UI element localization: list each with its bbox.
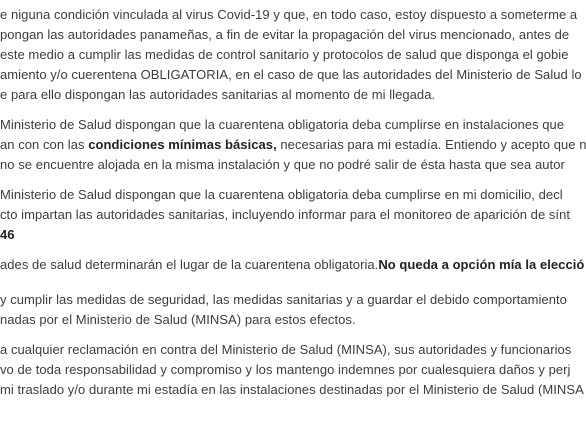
text-line [0,225,570,245]
paragraph-liability-waiver [0,340,584,400]
paragraph-quarantine-home [0,185,570,245]
text-line [0,25,582,45]
text-segment: ades de salud determinarán el lugar de la cuarentena obligatoria. [0,257,379,272]
text-segment: e para ello dispongan las autoridades sanitarias al momento de mi llegada. [0,87,436,102]
text-segment: y cumplir las medidas de seguridad, las medidas sanitarias y a guardar el debido comportamiento [0,292,567,307]
text-line [0,340,584,360]
text-segment: Ministerio de Salud dispongan que la cuarentena obligatoria deba cumplirse en instalaciones que [0,117,565,132]
text-segment: nadas por el Ministerio de Salud (MINSA) para estos efectos. [0,312,356,327]
text-line [0,5,582,25]
text-line [0,290,567,310]
paragraph-covid-commitment [0,5,582,105]
text-segment: e niguna condición vinculada al virus Covid-19 y que, en todo caso, estoy dispuesto a someterme a [0,7,578,22]
text-line [0,45,582,65]
paragraph-quarantine-location [0,255,584,275]
bold-text-segment: No queda a opción mía la elecció [378,257,585,272]
text-segment: cto impartan las autoridades sanitarias, incluyendo informar para el monitoreo de aparición de sínt [0,207,571,222]
text-segment: vo de toda responsabilidad y compromiso y los mantengo indemnes por cualesquiera daños y perj [0,362,571,377]
paragraph-security-measures [0,290,567,330]
text-line [0,115,586,135]
text-segment: no se encuentre alojada en la misma instalación y que no podré salir de ésta hasta que sea autor [0,157,565,172]
text-segment: a cualquier reclamación en contra del Ministerio de Salud (MINSA), sus autoridades y funcionarios [0,342,572,357]
text-line [0,65,582,85]
text-segment: pongan las autoridades panameñas, a fin de evitar la propagación del virus mencionado, antes de [0,27,570,42]
bold-text-segment: 46 [0,227,15,242]
paragraph-quarantine-facility [0,115,586,175]
text-line [0,380,584,400]
text-segment: Ministerio de Salud dispongan que la cuarentena obligatoria deba cumplirse en mi domicilio, decl [0,187,563,202]
bold-text-segment: condiciones mínimas básicas, [88,137,277,152]
text-segment: este medio a cumplir las medidas de control sanitario y protocolos de salud que disponga el gobie [0,47,569,62]
text-line [0,85,582,105]
text-line [0,360,584,380]
text-segment: mi traslado y/o durante mi estadía en las instalaciones destinadas por el Ministerio de Salud (MINSA [0,382,584,397]
text-line [0,310,567,330]
text-segment: necesarias para mi estadía. Entiendo y acepto que n [276,137,586,152]
text-line [0,185,570,205]
text-segment: amiento y/o cuerentena OBLIGATORIA, en el caso de que las autoridades del Ministerio de Salud lo [0,67,582,82]
text-line [0,155,586,175]
text-line [0,205,570,225]
text-line [0,135,586,155]
text-segment: an con con las [0,137,89,152]
text-line [0,255,584,275]
